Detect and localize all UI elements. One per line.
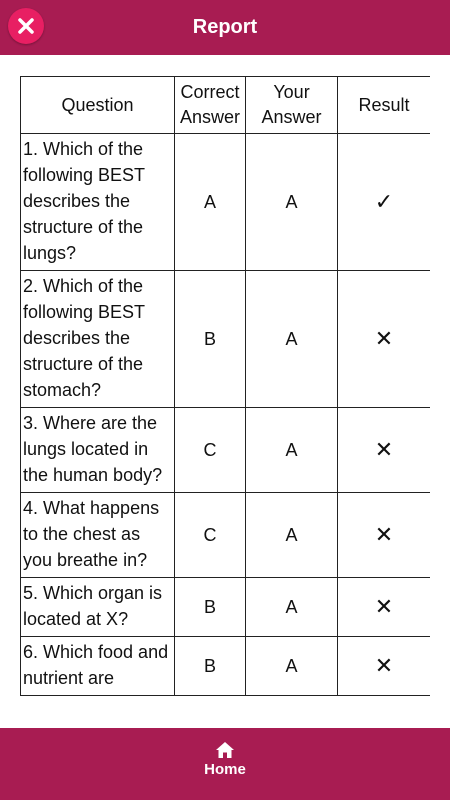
table-row (21, 271, 431, 408)
result-cross-icon: ✕ (338, 637, 431, 696)
page-title: Report (192, 16, 258, 38)
table-row (21, 637, 431, 696)
question-cell: 3. Where are the lungs located in the human body? (21, 408, 175, 493)
your-answer-cell: A (246, 134, 338, 271)
home-label: Home (204, 761, 246, 778)
home-button[interactable] (185, 738, 265, 790)
table-row (21, 408, 431, 493)
your-answer-cell: A (246, 271, 338, 408)
column-header-question: Question (21, 77, 175, 134)
table-row (21, 134, 431, 271)
result-cross-icon: ✕ (338, 408, 431, 493)
close-button[interactable] (8, 8, 44, 44)
column-header-your-answer: Your Answer (246, 77, 338, 134)
column-header-result: Result (338, 77, 431, 134)
correct-answer-cell: C (175, 408, 246, 493)
table-row (21, 578, 431, 637)
question-cell: 5. Which organ is located at X? (21, 578, 175, 637)
question-cell: 4. What happens to the chest as you breathe in? (21, 493, 175, 578)
correct-answer-cell: B (175, 578, 246, 637)
top-bar (0, 0, 450, 55)
table-row (21, 493, 431, 578)
report-table-scroll[interactable] (20, 76, 430, 728)
your-answer-cell: A (246, 493, 338, 578)
home-icon (215, 741, 235, 759)
correct-answer-cell: B (175, 637, 246, 696)
result-check-icon: ✓ (338, 134, 431, 271)
result-cross-icon: ✕ (338, 271, 431, 408)
table-header-row (21, 77, 431, 134)
correct-answer-cell: B (175, 271, 246, 408)
column-header-correct-answer: Correct Answer (175, 77, 246, 134)
your-answer-cell: A (246, 578, 338, 637)
correct-answer-cell: A (175, 134, 246, 271)
close-icon (17, 17, 35, 35)
result-cross-icon: ✕ (338, 493, 431, 578)
result-cross-icon: ✕ (338, 578, 431, 637)
report-table (20, 76, 430, 696)
your-answer-cell: A (246, 408, 338, 493)
correct-answer-cell: C (175, 493, 246, 578)
question-cell: 1. Which of the following BEST describes the structure of the lungs? (21, 134, 175, 271)
question-cell: 6. Which food and nutrient are (21, 637, 175, 696)
question-cell: 2. Which of the following BEST describes the structure of the stomach? (21, 271, 175, 408)
bottom-nav-bar (0, 728, 450, 800)
your-answer-cell: A (246, 637, 338, 696)
